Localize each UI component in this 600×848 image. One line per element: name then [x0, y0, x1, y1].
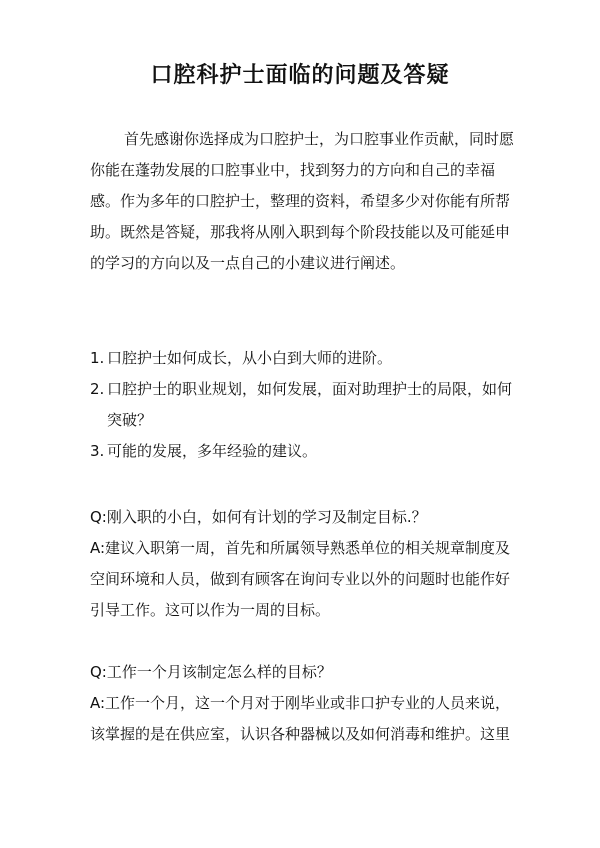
list-number: 1.	[90, 349, 105, 367]
list-item	[90, 374, 520, 436]
question-list	[90, 343, 520, 467]
list-item-text: 可能的发展，多年经验的建议。	[107, 442, 318, 460]
list-item-text: 口腔护士如何成长，从小白到大师的进阶。	[107, 349, 393, 367]
question-2: Q:工作一个月该制定怎么样的目标？	[90, 663, 332, 681]
intro-paragraph: 首先感谢你选择成为口腔护士，为口腔事业作贡献，同时愿你能在蓬勃发展的口腔事业中，找到努力的方向和自己的幸福感。作为多年的口腔护士，整理的资料，希望多少对你能有所帮助。既然是答疑，那我将从刚入职到每个阶段技能以及可能延申的学习的方向以及一点自己的小建议进行阐述。	[90, 130, 515, 272]
answer-2: A:工作一个月，这一个月对于刚毕业或非口护专业的人员来说，该掌握的是在供应室，认识各种器械以及如何消毒和维护。这里	[90, 694, 511, 743]
list-item-text: 口腔护士的职业规划，如何发展，面对助理护士的局限，如何突破？	[107, 380, 513, 429]
question-1: Q:刚入职的小白，如何有计划的学习及制定目标.？	[90, 508, 427, 526]
list-number: 2.	[90, 380, 105, 398]
list-item	[90, 436, 520, 467]
list-number: 3.	[90, 442, 105, 460]
document-title: 口腔科护士面临的问题及答疑	[150, 63, 450, 88]
list-item	[90, 343, 520, 374]
answer-1: A:建议入职第一周，首先和所属领导熟悉单位的相关规章制度及空间环境和人员，做到有顾客在询问专业以外的问题时也能作好引导工作。这可以作为一周的目标。	[90, 539, 511, 619]
